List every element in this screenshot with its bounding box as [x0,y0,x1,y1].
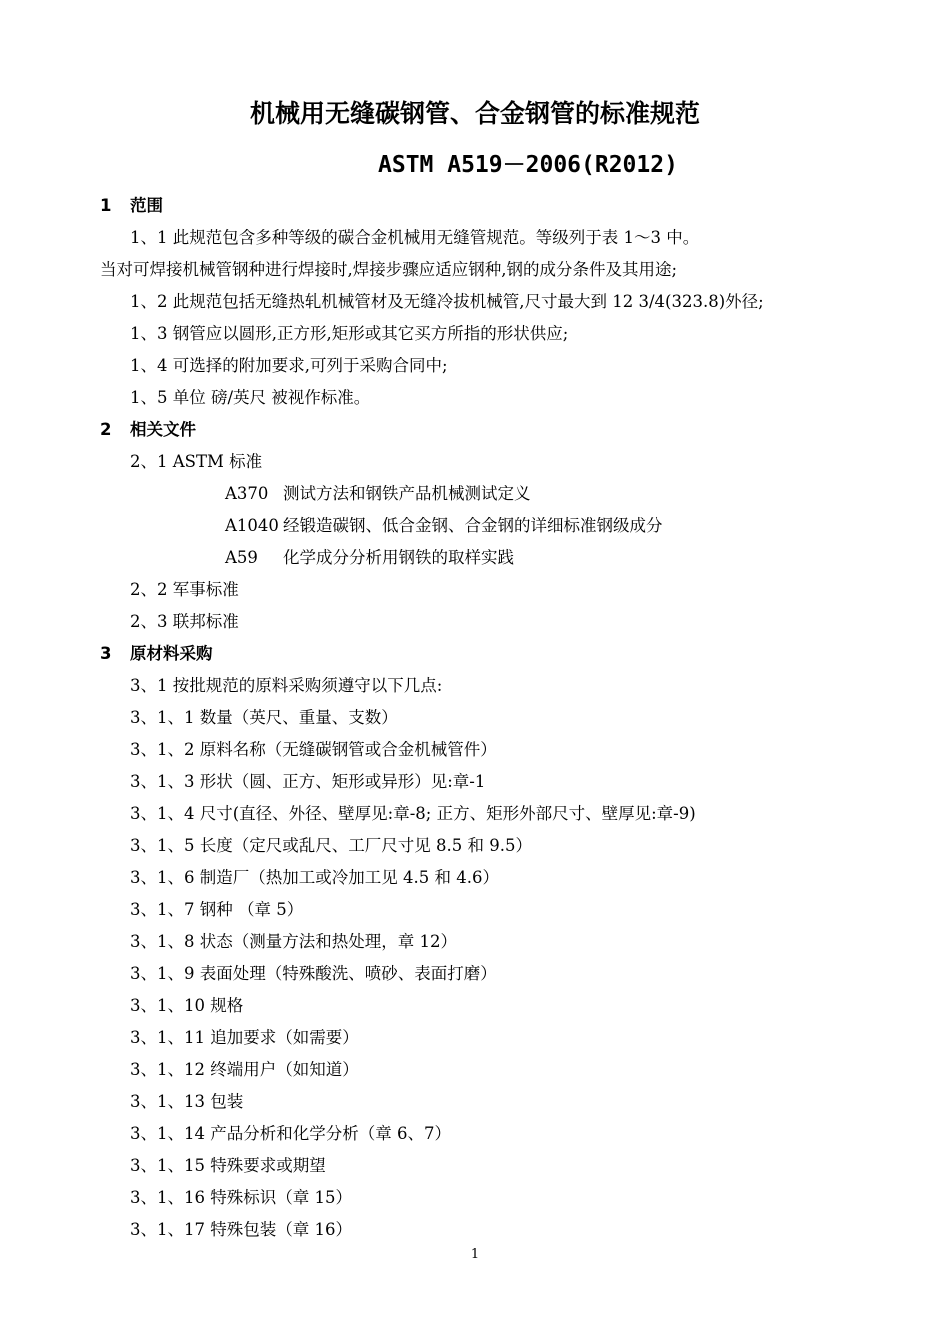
reference-title: 化学成分分析用钢铁的取样实践 [283,548,514,567]
clause-item: 3、1、4 尺寸(直径、外径、壁厚见:章-8; 正方、矩形外部尺寸、壁厚见:章-9) [130,804,696,823]
clause-item: 3、1、2 原料名称（无缝碳钢管或合金机械管件） [130,740,497,759]
reference-title: 测试方法和钢铁产品机械测试定义 [283,484,531,503]
section-title: 原材料采购 [130,644,213,663]
clause-item: 3、1、14 产品分析和化学分析（章 6、7） [130,1124,451,1143]
clause-item: 3、1 按批规范的原料采购须遵守以下几点: [130,676,443,695]
section-title: 范围 [130,196,163,215]
section-heading [0,416,950,448]
clause-item: 3、1、6 制造厂（热加工或冷加工见 4.5 和 4.6） [130,868,499,887]
clause-item: 1、3 钢管应以圆形,正方形,矩形或其它买方所指的形状供应; [130,324,569,343]
document-body [0,192,950,1248]
clause-item: 3、1、9 表面处理（特殊酸洗、喷砂、表面打磨） [130,964,497,983]
reference-title: 经锻造碳钢、低合金钢、合金钢的详细标准钢级成分 [283,516,663,535]
document-title: 机械用无缝碳钢管、合金钢管的标准规范 [249,99,700,128]
section-heading [0,640,950,672]
clause-item: 1、5 单位 磅/英尺 被视作标准。 [130,388,371,407]
document-subtitle: ASTM A519－2006(R2012) [378,152,678,178]
clause-item: 2、3 联邦标准 [130,612,239,631]
clause-item: 3、1、11 追加要求（如需要） [130,1028,359,1047]
clause-item: 1、2 此规范包括无缝热轧机械管材及无缝冷拔机械管,尺寸最大到 12 3/4(323.8)外径; [130,292,764,311]
section-number: 3 [100,644,112,663]
reference-code: A1040 [225,516,279,535]
section-heading [0,192,950,224]
clause-item: 3、1、17 特殊包装（章 16） [130,1220,352,1239]
clause-item: 2、1 ASTM 标准 [130,452,263,471]
clause-item: 3、1、5 长度（定尺或乱尺、工厂尺寸见 8.5 和 9.5） [130,836,532,855]
clause-item: 1、1 此规范包含多种等级的碳合金机械用无缝管规范。等级列于表 1～3 中。 [130,228,700,247]
clause-item: 3、1、1 数量（英尺、重量、支数） [130,708,398,727]
clause-item: 3、1、15 特殊要求或期望 [130,1156,326,1175]
clause-item: 3、1、3 形状（圆、正方、矩形或异形）见:章-1 [130,772,486,791]
clause-item: 3、1、13 包装 [130,1092,244,1111]
section-number: 1 [100,196,112,215]
reference-code: A370 [225,484,269,503]
reference-item [0,480,950,512]
section-title: 相关文件 [130,420,196,439]
clause-item: 3、1、10 规格 [130,996,244,1015]
clause-item: 3、1、8 状态（测量方法和热处理，章 12） [130,932,457,951]
clause-item: 2、2 军事标准 [130,580,239,599]
reference-code: A59 [225,548,258,567]
clause-item: 3、1、12 终端用户（如知道） [130,1060,359,1079]
paragraph-continuation: 当对可焊接机械管钢种进行焊接时,焊接步骤应适应钢种,钢的成分条件及其用途; [100,260,678,279]
clause-item: 3、1、7 钢种 （章 5） [130,900,304,919]
page-number: 1 [470,1247,480,1262]
reference-item [0,512,950,544]
clause-item: 1、4 可选择的附加要求,可列于采购合同中; [130,356,448,375]
reference-item [0,544,950,576]
section-number: 2 [100,420,112,439]
clause-item: 3、1、16 特殊标识（章 15） [130,1188,352,1207]
